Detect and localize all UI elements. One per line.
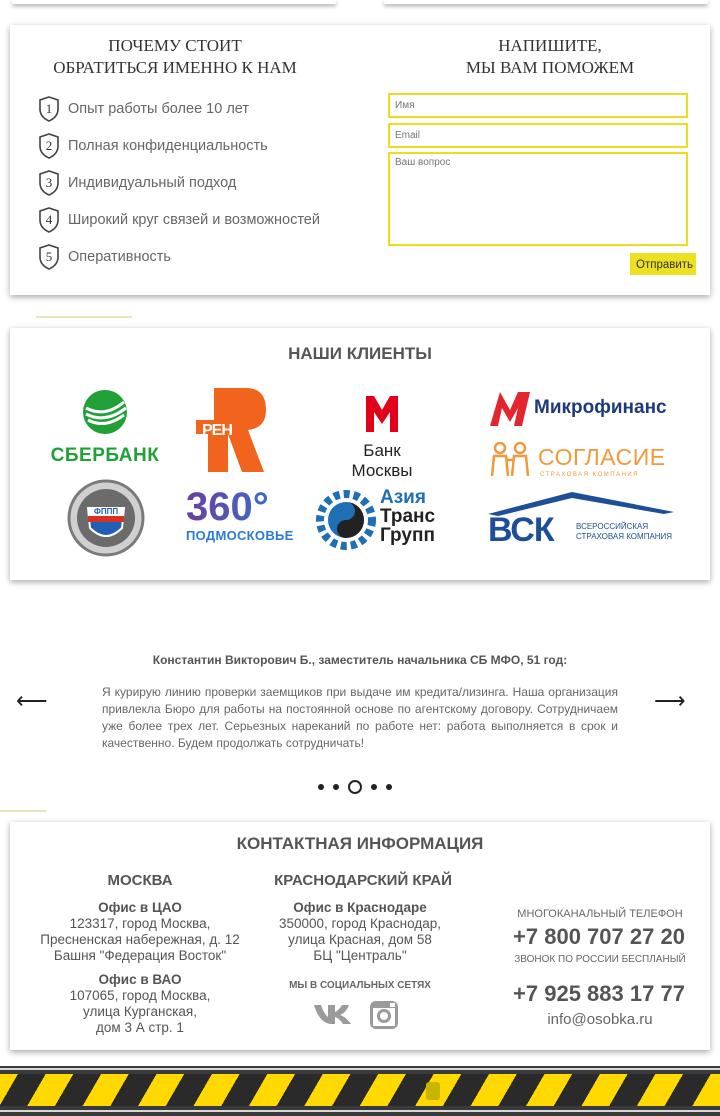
vsk-subtitle: [576, 522, 672, 542]
address-line: 123317, город Москва,: [69, 916, 211, 931]
carousel-dot-active[interactable]: [348, 780, 362, 794]
bank-moskvy-wordmark: Банк Москвы: [351, 441, 413, 480]
clients-title: НАШИ КЛИЕНТЫ: [288, 344, 432, 363]
shield-number-icon: [38, 244, 60, 270]
carousel-dots: [318, 780, 392, 794]
office-title: Офис в ЦАО: [98, 900, 182, 915]
hazard-band: [0, 1074, 720, 1106]
form-title-line1: НАПИШИТЕ,: [498, 36, 602, 55]
list-item: [38, 127, 320, 164]
list-item: [38, 164, 320, 201]
logo-vsk: [488, 490, 678, 552]
address-line: улица Красная, дом 58: [288, 932, 432, 947]
carousel-dot[interactable]: [386, 784, 392, 790]
azia-wordmark: [380, 488, 435, 545]
clients-card: [10, 328, 710, 580]
contacts-title: КОНТАКТНАЯ ИНФОРМАЦИЯ: [236, 834, 484, 853]
address-line: Башня "Федерация Восток": [53, 948, 227, 963]
form-title: [430, 35, 670, 79]
email-input[interactable]: [388, 123, 688, 148]
list-item-label: Индивидуальный подход: [68, 174, 237, 191]
sberbank-emblem-icon: [50, 388, 160, 438]
next-arrow[interactable]: ⟶: [654, 688, 686, 713]
social-title: МЫ В СОЦИАЛЬНЫХ СЕТЯХ: [289, 980, 431, 991]
list-item: [38, 201, 320, 238]
separator-fragment: [36, 316, 132, 318]
address-line: 107065, город Москва,: [69, 988, 211, 1003]
phone-main[interactable]: +7 800 707 27 20: [513, 924, 685, 949]
svg-text:2: 2: [45, 137, 53, 153]
fppp-wordmark: ФППП: [94, 507, 119, 516]
address-line: дом 3 А стр. 1: [96, 1020, 184, 1035]
krasnodar-office: [260, 900, 460, 964]
logo-fppp: [66, 478, 146, 558]
footer-badge-icon: [426, 1082, 440, 1100]
shield-number-icon: [38, 133, 60, 159]
logo-soglasie: [488, 442, 678, 486]
submit-button[interactable]: Отправить: [630, 253, 696, 275]
svg-text:5: 5: [45, 248, 53, 264]
hazard-line-bottom: [0, 1110, 720, 1112]
testimonial-author: Константин Викторович Б., заместитель начальника СБ МФО, 51 год:: [152, 653, 568, 667]
contacts-card: [10, 822, 710, 1050]
svg-text:4: 4: [45, 211, 53, 227]
podmoskovye-wordmark: ПОДМОСКОВЬЕ: [186, 528, 294, 543]
azia-gear-icon: [314, 488, 378, 552]
form-title-line2: МЫ ВАМ ПОМОЖЕМ: [465, 58, 635, 77]
logo-ren: [194, 386, 272, 474]
carousel-dot[interactable]: [318, 784, 324, 790]
logo-360-podmoskovye: [186, 486, 296, 548]
soglasie-subtitle: СТРАХОВАЯ КОМПАНИЯ: [540, 472, 640, 478]
sberbank-wordmark: СБЕРБАНК: [50, 445, 160, 466]
top-divider-left: [12, 0, 336, 4]
vsk-subtitle-line2: СТРАХОВАЯ КОМПАНИЯ: [576, 532, 673, 541]
vsk-subtitle-line1: ВСЕРОССИЙСКАЯ: [576, 522, 649, 531]
list-item: [38, 238, 320, 275]
address-line: БЦ "Централь": [313, 948, 407, 963]
why-us-title: [40, 35, 310, 79]
logo-azia-trans-grupp: [314, 488, 454, 552]
name-input[interactable]: [388, 93, 688, 118]
mikrofinans-emblem-icon: [488, 388, 532, 428]
free-call-label: ЗВОНОК ПО РОССИИ БЕСПЛАНЫЙ: [514, 954, 686, 965]
podmoskovye-number: 360°: [186, 486, 296, 528]
why-us-title-line2: ОБРАТИТЬСЯ ИМЕННО К НАМ: [53, 58, 297, 77]
list-item-label: Полная конфиденциальность: [68, 137, 268, 154]
mikrofinans-wordmark: Микрофинанс: [534, 397, 667, 418]
soglasie-people-icon: [488, 442, 534, 478]
separator-fragment: [0, 810, 46, 812]
list-item-label: Широкий круг связей и возможностей: [68, 211, 320, 228]
list-item-label: Опыт работы более 10 лет: [68, 100, 250, 117]
vsk-wordmark: ВСК: [488, 511, 554, 549]
multichannel-label: МНОГОКАНАЛЬНЫЙ ТЕЛЕФОН: [517, 908, 683, 920]
soglasie-wordmark: СОГЛАСИЕ: [538, 444, 666, 470]
krasnodar-title: КРАСНОДАРСКИЙ КРАЙ: [274, 872, 452, 889]
testimonial-text: Я курирую линию проверки заемщиков при выдаче им кредита/лизинга. Наша организация привлекла Бюро для работы на постоянной основе по агентскому договору. Сотрудничаем уже более трех лет. Серьезных нареканий по работе нет: работа выполняется в срок и качественно. Будем продолжать сотрудничать!: [102, 685, 618, 750]
moscow-title: МОСКВА: [107, 872, 173, 889]
why-us-card: [10, 25, 710, 295]
office-title: Офис в Краснодаре: [293, 900, 427, 915]
top-divider-right: [384, 0, 708, 4]
shield-number-icon: [38, 170, 60, 196]
question-textarea[interactable]: [388, 152, 688, 246]
vk-icon[interactable]: [313, 1002, 353, 1026]
address-line: 350000, город Краснодар,: [279, 916, 441, 931]
svg-text:1: 1: [45, 100, 53, 116]
address-line: Пресненская набережная, д. 12: [40, 932, 240, 947]
prev-arrow[interactable]: ⟵: [16, 688, 48, 713]
shield-number-icon: [38, 96, 60, 122]
phone-secondary[interactable]: +7 925 883 17 77: [513, 981, 685, 1006]
logo-sberbank: [50, 388, 160, 468]
azia-line2: Транс: [380, 506, 436, 527]
carousel-dot[interactable]: [333, 784, 339, 790]
moscow-office-cao: [10, 900, 270, 964]
azia-line3: Групп: [380, 525, 435, 546]
email-link[interactable]: info@osobka.ru: [547, 1011, 653, 1028]
why-us-title-line1: ПОЧЕМУ СТОИТ: [108, 36, 242, 55]
fppp-emblem-icon: [66, 478, 146, 558]
list-item-label: Оперативность: [68, 248, 171, 265]
svg-text:3: 3: [45, 174, 53, 190]
shield-number-icon: [38, 207, 60, 233]
bank-moskvy-emblem-icon: [362, 394, 402, 434]
address-line: улица Курганская,: [83, 1004, 197, 1019]
logo-bank-moskvy: [336, 394, 428, 480]
office-title: Офис в ВАО: [98, 972, 182, 987]
instagram-icon[interactable]: [368, 999, 400, 1031]
carousel-dot[interactable]: [371, 784, 377, 790]
azia-line1: Азия: [380, 487, 426, 508]
ren-wordmark: РЕН: [202, 422, 232, 439]
why-us-list: [38, 90, 320, 275]
hazard-stripe-footer: [0, 1066, 720, 1116]
moscow-office-vao: [10, 972, 270, 1036]
logo-mikrofinans: [488, 386, 678, 430]
list-item: [38, 90, 320, 127]
hazard-line-top: [0, 1068, 720, 1070]
